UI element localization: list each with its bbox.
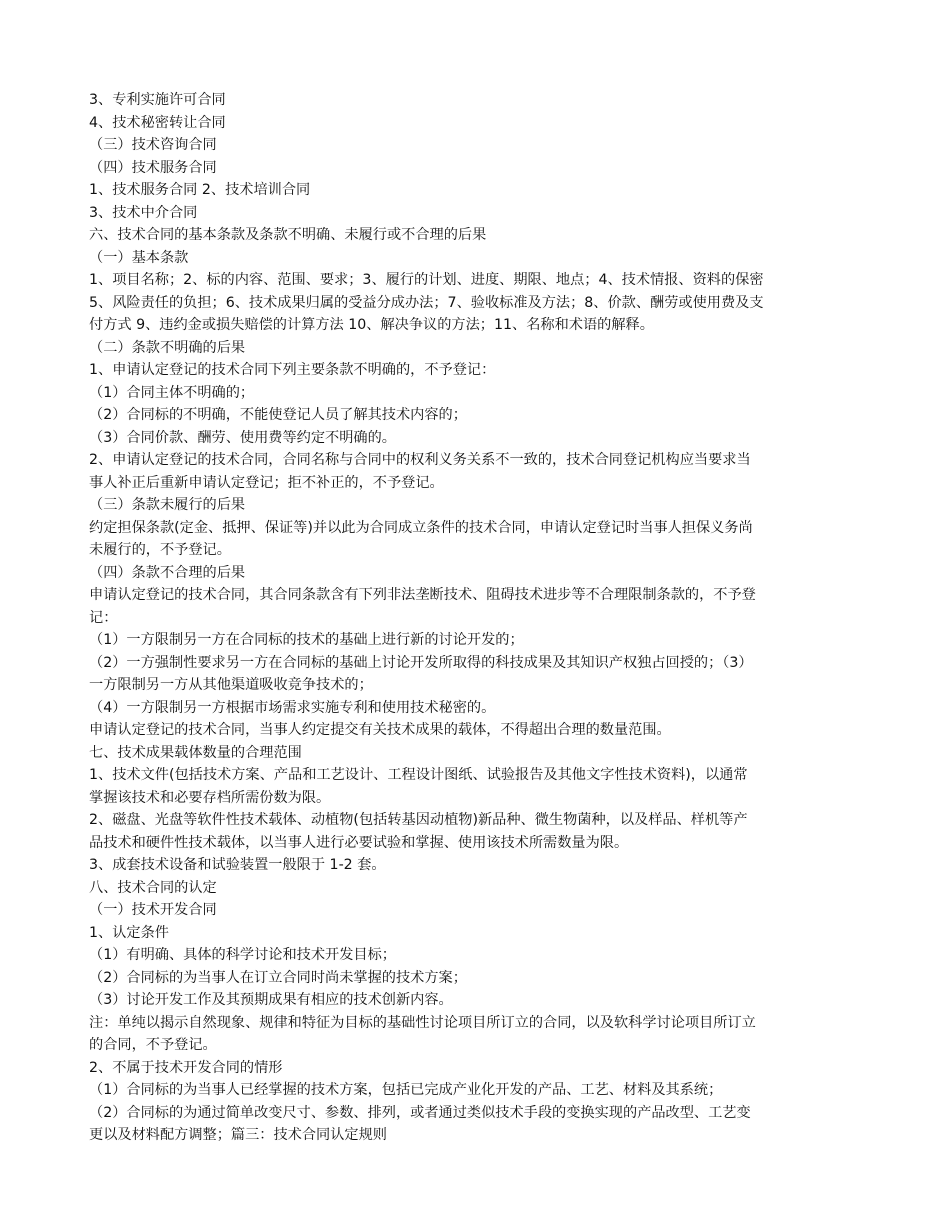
text-line: 事人补正后重新申请认定登记；拒不补正的，不予登记。 xyxy=(89,474,444,491)
text-line: （3）讨论开发工作及其预期成果有相应的技术创新内容。 xyxy=(89,992,453,1008)
text-line: （一）基本条款 xyxy=(89,249,189,266)
document-page xyxy=(89,89,864,1147)
text-line: 八、技术合同的认定 xyxy=(89,879,217,896)
text-line: （四）技术服务合同 xyxy=(89,159,217,176)
text-line: 一方限制另一方从其他渠道吸收竞争技术的； xyxy=(89,677,373,693)
text-line: 1、项目名称；2、标的内容、范围、要求；3、履行的计划、进度、期限、地点；4、技术情报、资料的保密 xyxy=(89,272,764,288)
text-line: 3、专利实施许可合同 xyxy=(89,92,226,108)
text-line: 注：单纯以揭示自然现象、规律和特征为目标的基础性讨论项目所订立的合同，以及软科学讨论项目所订立 xyxy=(89,1014,756,1031)
text-line: 掌握该技术和必要存档所需份数为限。 xyxy=(89,789,331,806)
text-line: （2）合同标的为通过简单改变尺寸、参数、排列，或者通过类似技术手段的变换实现的产品改型、工艺变 xyxy=(89,1104,751,1121)
text-line: 更以及材料配方调整；篇三：技术合同认定规则 xyxy=(89,1127,387,1143)
text-line: 1、申请认定登记的技术合同下列主要条款不明确的，不予登记： xyxy=(89,362,496,378)
text-line: 付方式 9、违约金或损失赔偿的计算方法 10、解决争议的方法；11、名称和术语的解释。 xyxy=(89,317,654,333)
text-line: 未履行的，不予登记。 xyxy=(89,542,231,558)
text-line: （一）技术开发合同 xyxy=(89,902,217,918)
text-line: 六、技术合同的基本条款及条款不明确、未履行或不合理的后果 xyxy=(89,227,487,243)
text-line: 3、成套技术设备和试验装置一般限于 1-2 套。 xyxy=(89,857,386,873)
text-line: （1）一方限制另一方在合同标的技术的基础上进行新的讨论开发的； xyxy=(89,632,524,648)
text-line: 的合同，不予登记。 xyxy=(89,1037,217,1053)
text-line: 申请认定登记的技术合同，当事人约定提交有关技术成果的载体，不得超出合理的数量范围。 xyxy=(89,722,671,738)
text-line: （3）合同价款、酬劳、使用费等约定不明确的。 xyxy=(89,429,396,446)
text-line: 品技术和硬件性技术载体，以当事人进行必要试验和掌握、使用该技术所需数量为限。 xyxy=(89,834,629,851)
text-line: 七、技术成果载体数量的合理范围 xyxy=(89,744,302,761)
text-line: （四）条款不合理的后果 xyxy=(89,564,246,581)
text-line: 1、认定条件 xyxy=(89,924,169,941)
text-line: （2）合同标的不明确，不能使登记人员了解其技术内容的； xyxy=(89,407,467,423)
text-line: （4）一方限制另一方根据市场需求实施专利和使用技术秘密的。 xyxy=(89,699,496,716)
text-line: 5、风险责任的负担；6、技术成果归属的受益分成办法；7、验收标准及方法；8、价款、酬劳或使用费及支 xyxy=(89,294,764,311)
text-line: 记： xyxy=(89,609,118,626)
text-line: 2、磁盘、光盘等软件性技术载体、动植物(包括转基因动植物)新品种、微生物菌种，以及样品、样机等产 xyxy=(89,812,748,828)
text-line: （三）条款未履行的后果 xyxy=(89,497,246,513)
text-line: 约定担保条款(定金、抵押、保证等)并以此为合同成立条件的技术合同，申请认定登记时当事人担保义务尚 xyxy=(89,519,753,536)
text-line: 3、技术中介合同 xyxy=(89,204,198,221)
text-line: （2）合同标的为当事人在订立合同时尚未掌握的技术方案； xyxy=(89,969,467,986)
text-line: 申请认定登记的技术合同，其合同条款含有下列非法垄断技术、阻碍技术进步等不合理限制条款的，不予登 xyxy=(89,587,756,603)
text-line: 2、不属于技术开发合同的情形 xyxy=(89,1059,283,1076)
text-line: （三）技术咨询合同 xyxy=(89,137,217,153)
text-line: （1）合同主体不明确的； xyxy=(89,384,255,401)
text-line: 1、技术文件(包括技术方案、产品和工艺设计、工程设计图纸、试验报告及其他文字性技术资料)，以通常 xyxy=(89,767,748,783)
text-line: 4、技术秘密转让合同 xyxy=(89,114,226,131)
text-line: 1、技术服务合同 2、技术培训合同 xyxy=(89,182,311,198)
text-line: 2、申请认定登记的技术合同，合同名称与合同中的权利义务关系不一致的，技术合同登记机构应当要求当 xyxy=(89,452,751,468)
text-line: （1）合同标的为当事人已经掌握的技术方案，包括已完成产业化开发的产品、工艺、材料及其系统； xyxy=(89,1082,723,1098)
text-line: （1）有明确、具体的科学讨论和技术开发目标； xyxy=(89,947,396,963)
text-line: （2）一方强制性要求另一方在合同标的基础上讨论开发所取得的科技成果及其知识产权独占回授的；（3） xyxy=(89,654,753,671)
text-line: （二）条款不明确的后果 xyxy=(89,339,246,356)
